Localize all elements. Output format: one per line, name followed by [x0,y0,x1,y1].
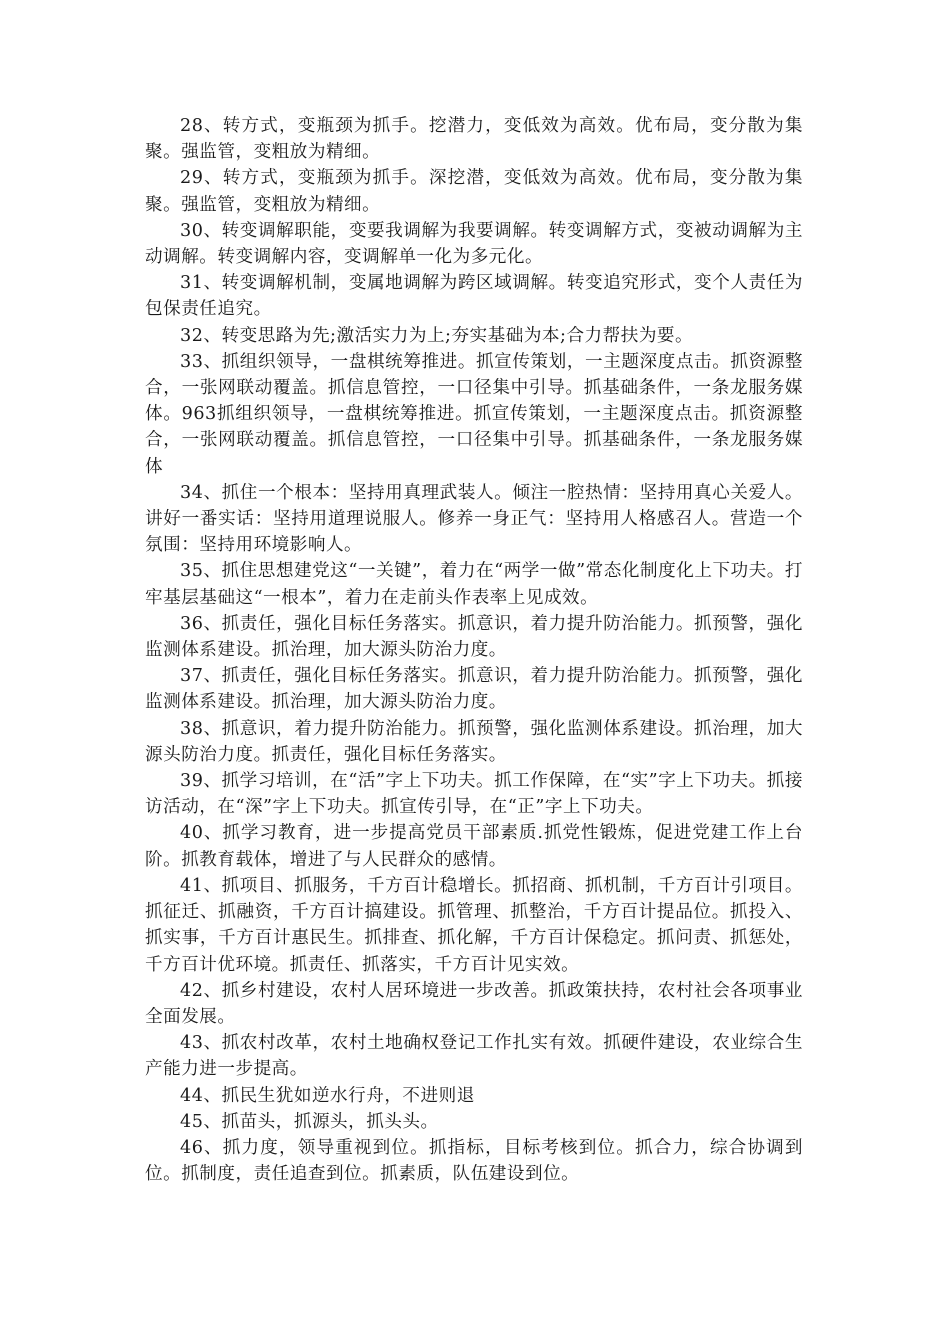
paragraph-28: 28、转方式，变瓶颈为抓手。挖潜力，变低效为高效。优布局，变分散为集聚。强监管，变粗放为精细。 [145,116,803,163]
paragraph-38: 38、抓意识，着力提升防治能力。抓预警，强化监测体系建设。抓治理，加大源头防治力度。抓责任，强化目标任务落实。 [145,718,803,765]
paragraph-46: 46、抓力度，领导重视到位。抓指标，目标考核到位。抓合力，综合协调到位。抓制度，责任追查到位。抓素质，队伍建设到位。 [145,1137,803,1185]
paragraph-36: 36、抓责任，强化目标任务落实。抓意识，着力提升防治能力。抓预警，强化监测体系建设。抓治理，加大源头防治力度。 [145,613,803,661]
paragraph-31: 31、转变调解机制，变属地调解为跨区域调解。转变追究形式，变个人责任为包保责任追究。 [145,273,803,320]
paragraph-42: 42、抓乡村建设，农村人居环境进一步改善。抓政策扶持，农村社会各项事业全面发展。 [145,980,803,1027]
paragraph-35: 35、抓住思想建党这“一关键”，着力在“两学一做”常态化制度化上下功夫。打牢基层基础这“一根本”，着力在走前头作表率上见成效。 [145,561,803,608]
paragraph-39: 39、抓学习培训，在“活”字上下功夫。抓工作保障，在“实”字上下功夫。抓接访活动，在“深”字上下功夫。抓宣传引导，在“正”字上下功夫。 [145,771,803,818]
paragraph-33: 33、抓组织领导，一盘棋统筹推进。抓宣传策划，一主题深度点击。抓资源整合，一张网联动覆盖。抓信息管控，一口径集中引导。抓基础条件，一条龙服务媒体。963抓组织领导，一盘棋统筹推进。抓宣传策划，一主题深度点击。抓资源整合，一张网联动覆盖。抓信息管控，一口径集中引导。抓基础条件，一条龙服务媒体 [145,351,803,477]
document-body [145,113,803,1187]
paragraph-40: 40、抓学习教育，进一步提高党员干部素质.抓党性锻炼，促进党建工作上台阶。抓教育载体，增进了与人民群众的感情。 [145,823,803,870]
paragraph-41: 41、抓项目、抓服务，千方百计稳增长。抓招商、抓机制，千方百计引项目。抓征迁、抓融资，千方百计搞建设。抓管理、抓整治，千方百计提品位。抓投入、抓实事，千方百计惠民生。抓排查、抓化解，千方百计保稳定。抓问责、抓惩处，千方百计优环境。抓责任、抓落实，千方百计见实效。 [145,875,803,975]
paragraph-34: 34、抓住一个根本：坚持用真理武装人。倾注一腔热情：坚持用真心关爱人。讲好一番实话：坚持用道理说服人。修养一身正气：坚持用人格感召人。营造一个氛围：坚持用环境影响人。 [145,482,803,556]
paragraph-37: 37、抓责任，强化目标任务落实。抓意识，着力提升防治能力。抓预警，强化监测体系建设。抓治理，加大源头防治力度。 [145,666,803,713]
paragraph-44: 44、抓民生犹如逆水行舟，不进则退 [180,1085,475,1106]
paragraph-29: 29、转方式，变瓶颈为抓手。深挖潜，变低效为高效。优布局，变分散为集聚。强监管，变粗放为精细。 [145,168,803,215]
paragraph-45: 45、抓苗头，抓源头，抓头头。 [180,1111,439,1132]
paragraph-30: 30、转变调解职能，变要我调解为我要调解。转变调解方式，变被动调解为主动调解。转变调解内容，变调解单一化为多元化。 [145,220,803,268]
paragraph-43: 43、抓农村改革，农村土地确权登记工作扎实有效。抓硬件建设，农业综合生产能力进一步提高。 [145,1033,803,1080]
paragraph-32: 32、转变思路为先;激活实力为上;夯实基础为本;合力帮扶为要。 [180,325,694,346]
